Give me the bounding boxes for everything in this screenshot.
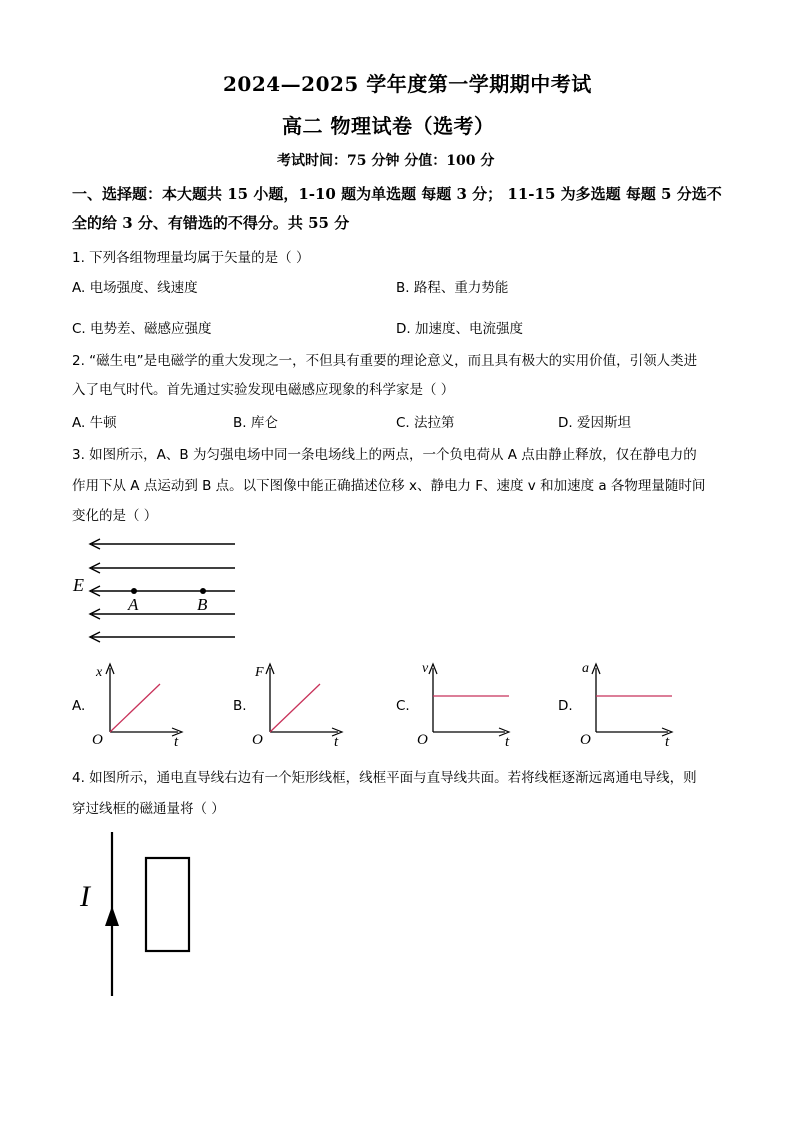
point-a-label: A	[128, 595, 139, 614]
q1-stem: 1. 下列各组物理量均属于矢量的是（ ）	[72, 250, 310, 266]
q3-option-c-label: C.	[396, 698, 410, 714]
point-a-dot	[131, 588, 137, 594]
graph-d-xlabel: t	[665, 734, 670, 750]
graph-b-curve	[270, 684, 320, 732]
q1-option-b: B. 路程、重力势能	[396, 280, 509, 296]
exam-meta: 考试时间：75 分钟 分值：100 分	[277, 153, 495, 169]
graph-d-origin: O	[580, 732, 591, 748]
graph-c-xlabel: t	[505, 734, 510, 750]
graph-c-origin: O	[417, 732, 428, 748]
graph-a-curve	[110, 684, 160, 732]
point-b-dot	[200, 588, 206, 594]
graph-a	[90, 660, 190, 750]
exam-subtitle: 高二 物理试卷（选考）	[282, 114, 495, 138]
q3-stem-line1: 3. 如图所示，A、B 为匀强电场中同一条电场线上的两点，一个负电荷从 A 点由静止释放，仅在静电力的	[72, 447, 697, 463]
q3-option-a-label: A.	[72, 698, 86, 714]
current-arrow-icon	[105, 906, 119, 926]
current-label: I	[80, 880, 90, 913]
graph-d-ylabel: a	[582, 661, 589, 676]
q2-option-b: B. 库仑	[233, 415, 278, 431]
q4-stem-line2: 穿过线框的磁通量将（ ）	[72, 801, 225, 817]
graph-b-origin: O	[252, 732, 263, 748]
graph-a-ylabel: x	[96, 665, 103, 680]
q3-stem-line3: 变化的是（ ）	[72, 508, 158, 524]
exam-title: 2024—2025 学年度第一学期期中考试	[223, 72, 592, 96]
graph-c-ylabel: v	[422, 661, 429, 676]
q2-option-c: C. 法拉第	[396, 415, 455, 431]
graph-b-xlabel: t	[334, 734, 339, 750]
q3-option-b-label: B.	[233, 698, 247, 714]
graph-a-origin: O	[92, 732, 103, 748]
q3-stem-line2: 作用下从 A 点运动到 B 点。以下图像中能正确描述位移 x、静电力 F、速度 v 和加速度 a 各物理量随时间	[72, 478, 706, 494]
graph-d	[576, 660, 686, 750]
q1-option-d: D. 加速度、电流强度	[396, 321, 523, 337]
q4-stem-line1: 4. 如图所示，通电直导线右边有一个矩形线框，线框平面与直导线共面。若将线框逐渐远离通电导线，则	[72, 770, 697, 786]
electric-field-diagram	[60, 530, 260, 650]
graph-a-xlabel: t	[174, 734, 179, 750]
field-lines	[90, 539, 235, 642]
q2-option-a: A. 牛顿	[72, 415, 117, 431]
rectangular-loop	[146, 858, 189, 951]
q2-option-d: D. 爱因斯坦	[558, 415, 631, 431]
graph-c	[413, 660, 523, 750]
q1-option-c: C. 电势差、磁感应强度	[72, 321, 212, 337]
q1-option-a: A. 电场强度、线速度	[72, 280, 198, 296]
field-label-e: E	[73, 575, 84, 595]
q2-stem-line1: 2. “磁生电”是电磁学的重大发现之一，不但具有重要的理论意义，而且具有极大的实用价值，引领人类进	[72, 353, 698, 369]
point-b-label: B	[197, 595, 208, 614]
wire-loop-diagram	[70, 828, 210, 1003]
section-heading-line1: 一、选择题：本大题共 15 小题，1-10 题为单选题 每题 3 分； 11-15 为多选题 每题 5 分选不	[72, 185, 722, 203]
q3-option-d-label: D.	[558, 698, 573, 714]
graph-b-ylabel: F	[255, 665, 264, 680]
graph-b	[250, 660, 350, 750]
q2-stem-line2: 入了电气时代。首先通过实验发现电磁感应现象的科学家是（ ）	[72, 382, 455, 398]
section-heading-line2: 全的给 3 分、有错选的不得分。共 55 分	[72, 214, 350, 232]
